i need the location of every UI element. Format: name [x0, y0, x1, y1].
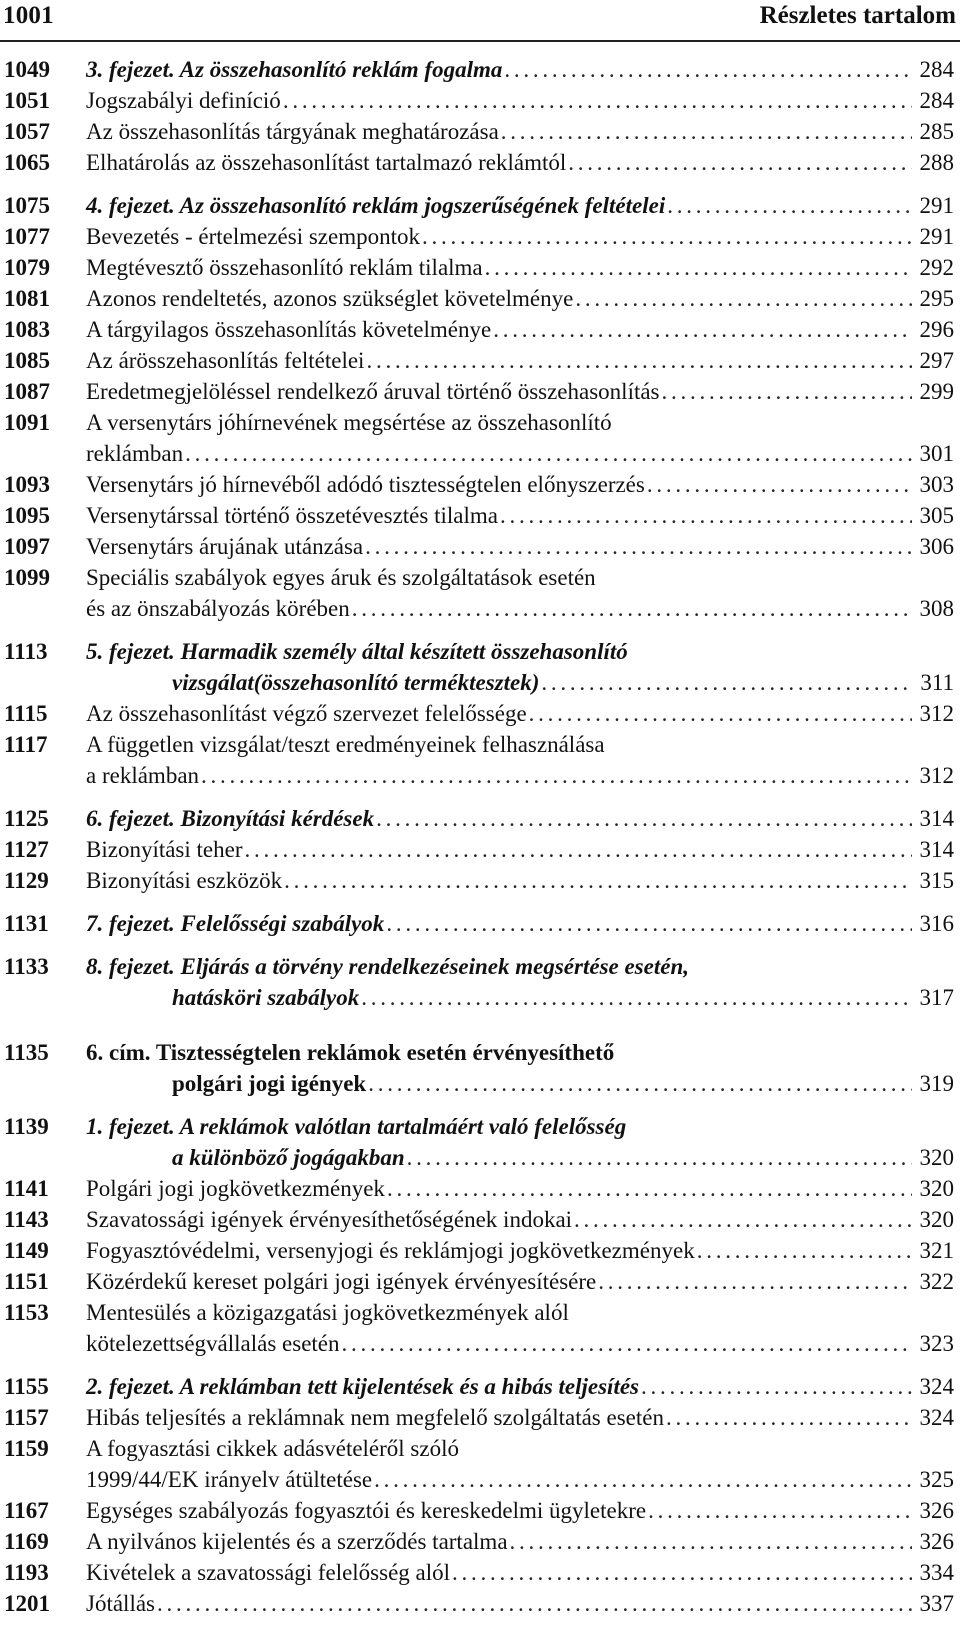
dot-leader — [485, 252, 912, 283]
margin-number: 1049 — [4, 57, 50, 82]
entry-line — [86, 834, 954, 865]
entry-line — [86, 500, 954, 531]
entry-body — [86, 1235, 954, 1266]
toc-entry — [0, 1588, 960, 1619]
toc-entry — [0, 803, 960, 834]
margin-number: 1077 — [4, 224, 50, 249]
toc-entry — [0, 469, 960, 500]
margin-number: 1117 — [4, 732, 48, 757]
entry-title: Elhatárolás az összehasonlítást tartalmazó reklámtól — [86, 150, 567, 175]
entry-body — [86, 1111, 954, 1173]
margin-number: 1087 — [4, 379, 50, 404]
entry-line — [86, 252, 954, 283]
toc-entry — [0, 1371, 960, 1402]
page-ref: 315 — [919, 868, 954, 893]
entry-line — [86, 593, 954, 624]
toc-entry — [0, 407, 960, 469]
margin-number: 1113 — [4, 639, 48, 664]
dot-leader — [245, 834, 913, 865]
entry-title: 7. fejezet. Felelősségi szabályok — [86, 911, 385, 936]
toc-entry — [0, 314, 960, 345]
entry-body — [86, 562, 954, 624]
margin-number: 1065 — [4, 150, 50, 175]
toc-entry — [0, 190, 960, 221]
entry-title: a különböző jogágakban — [172, 1145, 405, 1170]
entry-body — [86, 1495, 954, 1526]
entry-title: Az összehasonlítás tárgyának meghatározása — [86, 119, 499, 144]
entry-body — [86, 1557, 954, 1588]
entry-title: Hibás teljesítés a reklámnak nem megfelelő szolgáltatás esetén — [86, 1405, 664, 1430]
dot-leader — [575, 283, 912, 314]
toc-entry — [0, 85, 960, 116]
entry-body — [86, 376, 954, 407]
page-ref: 314 — [919, 806, 954, 831]
page-ref: 337 — [919, 1591, 954, 1616]
page-ref: 291 — [919, 193, 954, 218]
entry-body — [86, 1371, 954, 1402]
entry-body — [86, 283, 954, 314]
page-ref: 299 — [919, 379, 954, 404]
entry-body — [86, 1037, 954, 1099]
page-ref: 319 — [919, 1071, 954, 1096]
dot-leader — [648, 1495, 912, 1526]
entry-body — [86, 1402, 954, 1433]
toc-entry — [0, 636, 960, 698]
entry-title: 8. fejezet. Eljárás a törvény rendelkezéseinek megsértése esetén, — [86, 954, 689, 979]
toc-entry — [0, 1495, 960, 1526]
entry-body — [86, 834, 954, 865]
dot-leader — [510, 1526, 912, 1557]
entry-body — [86, 865, 954, 896]
entry-title: A tárgyilagos összehasonlítás követelménye — [86, 317, 492, 342]
dot-leader — [598, 1266, 912, 1297]
dot-leader — [387, 1173, 912, 1204]
entry-body — [86, 314, 954, 345]
page-ref: 297 — [919, 348, 954, 373]
entry-title: Közérdekű kereset polgári jogi igények érvényesítésére — [86, 1269, 597, 1294]
entry-body — [86, 531, 954, 562]
dot-leader — [647, 469, 912, 500]
page-ref: 314 — [919, 837, 954, 862]
entry-line — [86, 116, 954, 147]
entry-body — [86, 147, 954, 178]
dot-leader — [500, 500, 912, 531]
entry-line — [86, 1235, 954, 1266]
dot-leader — [352, 593, 912, 624]
page-ref: 320 — [919, 1176, 954, 1201]
margin-number: 1097 — [4, 534, 50, 559]
entry-body — [86, 1204, 954, 1235]
dot-leader — [662, 376, 912, 407]
dot-leader — [361, 982, 912, 1013]
toc-entry — [0, 147, 960, 178]
entry-title: és az önszabályozás körében — [86, 596, 350, 621]
toc-entry — [0, 1204, 960, 1235]
entry-title: Polgári jogi jogkövetkezmények — [86, 1176, 385, 1201]
dot-leader — [641, 1371, 912, 1402]
dot-leader — [541, 667, 912, 698]
entry-body — [86, 908, 954, 939]
page-ref: 284 — [919, 57, 954, 82]
dot-leader — [157, 1588, 912, 1619]
page-ref: 320 — [919, 1145, 954, 1170]
margin-number: 1131 — [4, 911, 49, 936]
dot-leader — [504, 54, 912, 85]
margin-number: 1153 — [4, 1300, 49, 1325]
entry-title: Jótállás — [86, 1591, 155, 1616]
toc-entry — [0, 908, 960, 939]
entry-body — [86, 190, 954, 221]
entry-title: Bizonyítási teher — [86, 837, 243, 862]
entry-line — [86, 1433, 954, 1464]
entry-title: Azonos rendeltetés, azonos szükséglet követelménye — [86, 286, 574, 311]
entry-title: Versenytárs jó hírnevéből adódó tisztességtelen előnyszerzés — [86, 472, 645, 497]
entry-title: Bevezetés - értelmezési szempontok — [86, 224, 420, 249]
entry-title: 2. fejezet. A reklámban tett kijelentések és a hibás teljesítés — [86, 1374, 639, 1399]
dot-leader — [376, 803, 912, 834]
entry-line — [86, 1204, 954, 1235]
entry-title: 6. cím. Tisztességtelen reklámok esetén érvényesíthető — [86, 1040, 615, 1065]
page-ref: 301 — [919, 441, 954, 466]
entry-title: Az összehasonlítást végző szervezet felelőssége — [86, 701, 527, 726]
margin-number: 1081 — [4, 286, 50, 311]
entry-body — [86, 500, 954, 531]
entry-line — [86, 1402, 954, 1433]
margin-number: 1159 — [4, 1436, 49, 1461]
entry-line — [86, 1297, 954, 1328]
toc-entry — [0, 252, 960, 283]
dot-leader — [574, 1204, 912, 1235]
entry-body — [86, 469, 954, 500]
page-ref: 312 — [919, 701, 954, 726]
entry-body — [86, 636, 954, 698]
page-ref: 312 — [919, 763, 954, 788]
page-ref: 316 — [919, 911, 954, 936]
entry-title: Fogyasztóvédelmi, versenyjogi és reklámjogi jogkövetkezmények — [86, 1238, 695, 1263]
entry-line — [86, 1328, 954, 1359]
margin-number: 1075 — [4, 193, 50, 218]
toc-entry — [0, 221, 960, 252]
entry-line — [86, 438, 954, 469]
page-ref: 291 — [919, 224, 954, 249]
toc-entry — [0, 500, 960, 531]
page-ref: 323 — [919, 1331, 954, 1356]
margin-number: 1127 — [4, 837, 49, 862]
entry-body — [86, 407, 954, 469]
entry-title: Jogszabályi definíció — [86, 88, 281, 113]
entry-line — [86, 1371, 954, 1402]
dot-leader — [452, 1557, 912, 1588]
margin-number: 1129 — [4, 868, 49, 893]
entry-title: Versenytárs árujának utánzása — [86, 534, 364, 559]
entry-body — [86, 698, 954, 729]
margin-number: 1167 — [4, 1498, 49, 1523]
toc-entry — [0, 1557, 960, 1588]
margin-number: 1193 — [4, 1560, 49, 1585]
margin-number: 1125 — [4, 806, 49, 831]
page-ref: 311 — [920, 670, 954, 695]
entry-title: hatásköri szabályok — [172, 985, 360, 1010]
entry-line — [86, 1266, 954, 1297]
page-ref: 284 — [919, 88, 954, 113]
entry-line — [86, 1142, 954, 1173]
entry-title: reklámban — [86, 441, 184, 466]
entry-body — [86, 54, 954, 85]
margin-number: 1139 — [4, 1114, 49, 1139]
page-ref: 317 — [919, 985, 954, 1010]
dot-leader — [365, 531, 912, 562]
entry-body — [86, 116, 954, 147]
entry-line — [86, 1037, 954, 1068]
entry-line — [86, 1557, 954, 1588]
entry-title: 4. fejezet. Az összehasonlító reklám jogszerűségének feltételei — [86, 193, 666, 218]
margin-number: 1143 — [4, 1207, 49, 1232]
margin-number: 1149 — [4, 1238, 49, 1263]
toc-entry — [0, 54, 960, 85]
margin-number: 1057 — [4, 119, 50, 144]
entry-title: 3. fejezet. Az összehasonlító reklám fogalma — [86, 57, 503, 82]
toc-entry — [0, 345, 960, 376]
entry-body — [86, 1433, 954, 1495]
entry-line — [86, 982, 954, 1013]
entry-line — [86, 1495, 954, 1526]
margin-number: 1169 — [4, 1529, 49, 1554]
margin-number: 1155 — [4, 1374, 49, 1399]
entry-title: polgári jogi igények — [172, 1071, 367, 1096]
margin-number: 1085 — [4, 348, 50, 373]
entry-title: kötelezettségvállalás esetén — [86, 1331, 340, 1356]
margin-number: 1095 — [4, 503, 50, 528]
margin-number: 1099 — [4, 565, 50, 590]
entry-body — [86, 729, 954, 791]
toc-entry — [0, 531, 960, 562]
page-ref: 325 — [919, 1467, 954, 1492]
toc-entry — [0, 376, 960, 407]
entry-line — [86, 562, 954, 593]
entry-body — [86, 345, 954, 376]
entry-title: Szavatossági igények érvényesíthetőségének indokai — [86, 1207, 573, 1232]
entry-line — [86, 376, 954, 407]
dot-leader — [284, 865, 912, 896]
running-title: Részletes tartalom — [759, 2, 956, 29]
dot-leader — [529, 698, 912, 729]
margin-number: 1201 — [4, 1591, 50, 1616]
entry-title: Kivételek a szavatossági felelősség alól — [86, 1560, 451, 1585]
page-ref: 296 — [919, 317, 954, 342]
toc-entry — [0, 283, 960, 314]
toc-entry — [0, 729, 960, 791]
margin-number: 1141 — [4, 1176, 49, 1201]
page-header — [0, 0, 960, 42]
dot-leader — [667, 190, 912, 221]
entry-title: Versenytárssal történő összetévesztés tilalma — [86, 503, 498, 528]
entry-line — [86, 698, 954, 729]
entry-body — [86, 1173, 954, 1204]
entry-line — [86, 729, 954, 760]
entry-line — [86, 636, 954, 667]
entry-line — [86, 667, 954, 698]
entry-title: A független vizsgálat/teszt eredményeinek felhasználása — [86, 732, 605, 757]
page-ref: 306 — [919, 534, 954, 559]
dot-leader — [366, 345, 912, 376]
entry-line — [86, 221, 954, 252]
toc-entry — [0, 951, 960, 1013]
entry-line — [86, 951, 954, 982]
entry-body — [86, 951, 954, 1013]
entry-line — [86, 469, 954, 500]
dot-leader — [568, 147, 912, 178]
entry-title: Mentesülés a közigazgatási jogkövetkezmények alól — [86, 1300, 569, 1325]
dot-leader — [201, 760, 912, 791]
entry-line — [86, 1526, 954, 1557]
entry-line — [86, 1111, 954, 1142]
entry-title: A nyilvános kijelentés és a szerződés tartalma — [86, 1529, 508, 1554]
entry-line — [86, 85, 954, 116]
margin-number: 1079 — [4, 255, 50, 280]
entry-title: Az árösszehasonlítás feltételei — [86, 348, 365, 373]
table-of-contents — [0, 54, 960, 1619]
entry-line — [86, 283, 954, 314]
entry-line — [86, 1173, 954, 1204]
dot-leader — [501, 116, 912, 147]
entry-title: A versenytárs jóhírnevének megsértése az összehasonlító — [86, 410, 612, 435]
toc-entry — [0, 1111, 960, 1173]
page-ref: 295 — [919, 286, 954, 311]
entry-body — [86, 1297, 954, 1359]
entry-body — [86, 85, 954, 116]
page-ref: 303 — [919, 472, 954, 497]
toc-entry — [0, 116, 960, 147]
page-ref: 322 — [919, 1269, 954, 1294]
page-ref: 320 — [919, 1207, 954, 1232]
toc-entry — [0, 562, 960, 624]
margin-number: 1083 — [4, 317, 50, 342]
entry-line — [86, 1068, 954, 1099]
page-ref: 321 — [919, 1238, 954, 1263]
entry-title: 1999/44/EK irányelv átültetése — [86, 1467, 373, 1492]
page-ref: 326 — [919, 1529, 954, 1554]
page-ref: 326 — [919, 1498, 954, 1523]
dot-leader — [386, 908, 912, 939]
toc-entry — [0, 1037, 960, 1099]
page-ref: 334 — [919, 1560, 954, 1585]
dot-leader — [342, 1328, 912, 1359]
entry-body — [86, 252, 954, 283]
margin-number: 1093 — [4, 472, 50, 497]
toc-entry — [0, 698, 960, 729]
dot-leader — [374, 1464, 912, 1495]
dot-leader — [493, 314, 912, 345]
entry-line — [86, 803, 954, 834]
margin-number: 1051 — [4, 88, 50, 113]
dot-leader — [666, 1402, 912, 1433]
page-ref: 292 — [919, 255, 954, 280]
toc-entry — [0, 1173, 960, 1204]
page-ref: 324 — [919, 1374, 954, 1399]
dot-leader — [407, 1142, 912, 1173]
margin-number: 1135 — [4, 1040, 49, 1065]
page-number: 1001 — [3, 2, 54, 29]
toc-entry — [0, 1402, 960, 1433]
entry-title: A fogyasztási cikkek adásvételéről szóló — [86, 1436, 459, 1461]
entry-line — [86, 147, 954, 178]
toc-entry — [0, 1433, 960, 1495]
margin-number: 1133 — [4, 954, 49, 979]
entry-line — [86, 760, 954, 791]
page-ref: 285 — [919, 119, 954, 144]
entry-title: 1. fejezet. A reklámok valótlan tartalmáért való felelősség — [86, 1114, 627, 1139]
entry-line — [86, 345, 954, 376]
toc-entry — [0, 834, 960, 865]
toc-entry — [0, 1235, 960, 1266]
page-ref: 305 — [919, 503, 954, 528]
entry-title: Megtévesztő összehasonlító reklám tilalma — [86, 255, 483, 280]
entry-title: Bizonyítási eszközök — [86, 868, 283, 893]
toc-entry — [0, 1526, 960, 1557]
entry-line — [86, 407, 954, 438]
dot-leader — [368, 1068, 912, 1099]
entry-body — [86, 1266, 954, 1297]
entry-title: Eredetmegjelöléssel rendelkező áruval történő összehasonlítás — [86, 379, 660, 404]
entry-title: Egységes szabályozás fogyasztói és kereskedelmi ügyletekre — [86, 1498, 647, 1523]
entry-line — [86, 1588, 954, 1619]
toc-entry — [0, 1266, 960, 1297]
entry-line — [86, 865, 954, 896]
margin-number: 1115 — [4, 701, 48, 726]
toc-entry — [0, 1297, 960, 1359]
entry-line — [86, 314, 954, 345]
page-ref: 308 — [919, 596, 954, 621]
entry-title: vizsgálat(összehasonlító terméktesztek) — [172, 670, 540, 695]
entry-title: a reklámban — [86, 763, 200, 788]
entry-title: 6. fejezet. Bizonyítási kérdések — [86, 806, 375, 831]
dot-leader — [697, 1235, 912, 1266]
entry-line — [86, 908, 954, 939]
page-ref: 288 — [919, 150, 954, 175]
margin-number: 1091 — [4, 410, 50, 435]
entry-line — [86, 1464, 954, 1495]
page-ref: 324 — [919, 1405, 954, 1430]
entry-body — [86, 1588, 954, 1619]
entry-body — [86, 221, 954, 252]
entry-line — [86, 190, 954, 221]
entry-body — [86, 1526, 954, 1557]
margin-number: 1151 — [4, 1269, 49, 1294]
entry-body — [86, 803, 954, 834]
entry-line — [86, 54, 954, 85]
entry-title: Speciális szabályok egyes áruk és szolgáltatások esetén — [86, 565, 596, 590]
entry-title: 5. fejezet. Harmadik személy által készített összehasonlító — [86, 639, 628, 664]
dot-leader — [185, 438, 912, 469]
toc-entry — [0, 865, 960, 896]
entry-line — [86, 531, 954, 562]
dot-leader — [422, 221, 912, 252]
margin-number: 1157 — [4, 1405, 49, 1430]
dot-leader — [283, 85, 912, 116]
